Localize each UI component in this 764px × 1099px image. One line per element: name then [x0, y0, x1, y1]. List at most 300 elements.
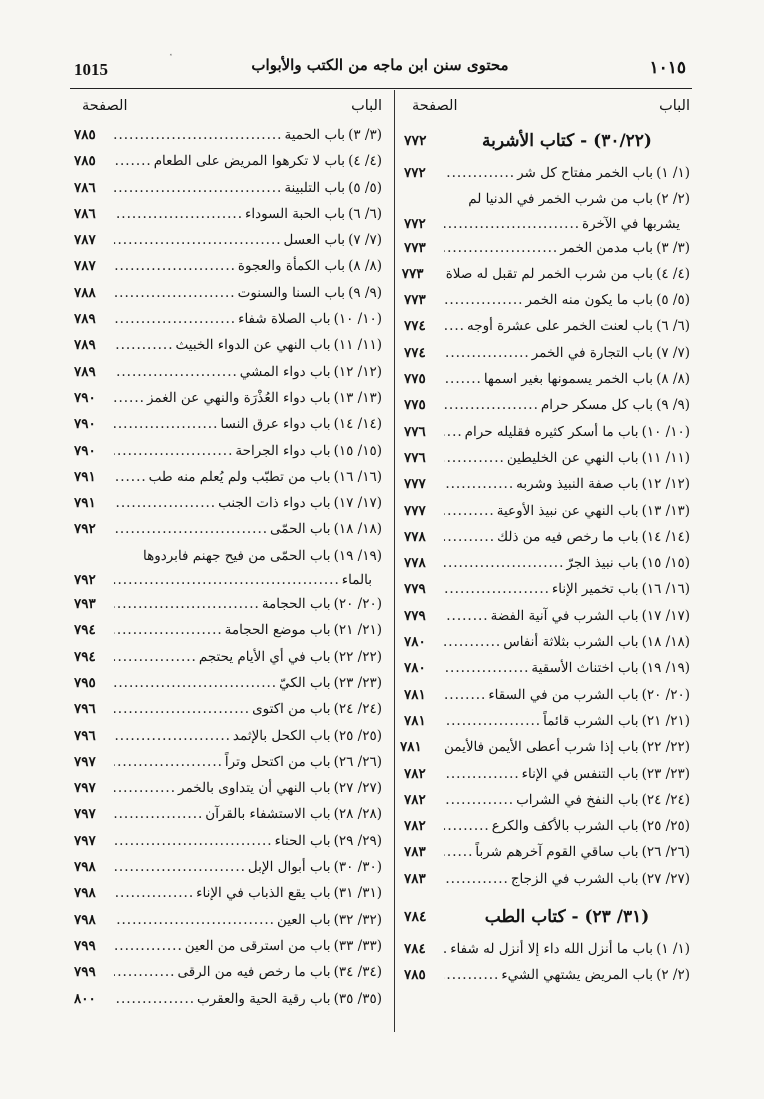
entry-number: (٥/ ٥) — [656, 292, 690, 309]
dot-leader — [444, 629, 503, 655]
toc-entry — [404, 787, 690, 813]
entry-number: (٢/ ٢) — [656, 967, 690, 984]
dot-leader — [114, 670, 279, 696]
toc-entry — [74, 122, 382, 148]
dot-leader — [114, 464, 149, 490]
book-heading — [404, 898, 690, 936]
dot-leader — [114, 359, 240, 385]
toc-entry — [74, 385, 382, 411]
entry-number: (٣/ ٣) — [348, 127, 382, 143]
page-number-arabic: ١٠١٥ — [649, 58, 686, 78]
page-number: ٧٨٤ — [404, 941, 426, 958]
toc-entry — [404, 682, 690, 708]
toc-entry — [74, 617, 382, 643]
entry-number: (٢٤/ ٢٤) — [333, 701, 382, 718]
dot-leader — [440, 734, 444, 760]
dot-leader — [114, 986, 197, 1012]
toc-entry — [74, 591, 382, 617]
column-header-page: الصفحة — [412, 98, 458, 114]
dot-leader — [444, 576, 552, 602]
dot-leader — [444, 708, 543, 734]
entry-number: (٣٥/ ٣٥) — [333, 990, 382, 1007]
entry-number: (٢٦/ ٢٦) — [641, 844, 690, 861]
entry-title: باب أبوال الإبل — [247, 859, 331, 876]
toc-entry — [404, 962, 690, 988]
dot-leader — [444, 340, 532, 366]
dot-leader — [444, 287, 525, 313]
toc-entry — [74, 490, 382, 516]
toc-entry — [404, 340, 690, 366]
page-number: ٧٨٥ — [404, 967, 426, 984]
dot-leader — [114, 801, 205, 827]
toc-entry — [404, 708, 690, 734]
entry-number: (٢٢/ ٢٢) — [333, 648, 382, 665]
page-number: ٧٨٦ — [74, 179, 96, 196]
dot-leader — [444, 839, 475, 865]
column-header-bab: الباب — [351, 98, 382, 114]
entry-title: باب الشرب قائماً — [543, 712, 639, 729]
page-number: ٧٧٧ — [404, 502, 426, 519]
dot-leader — [114, 569, 342, 591]
toc-entry — [74, 644, 382, 670]
toc-entry — [404, 366, 690, 392]
entry-number: (١١/ ١١) — [641, 449, 690, 466]
entry-title: باب النهي عن الدواء الخبيث — [175, 337, 331, 354]
page-number: ٨٠٠ — [74, 990, 96, 1007]
entry-number: (١٠/ ١٠) — [333, 311, 382, 328]
toc-entry — [404, 839, 690, 865]
entry-title: باب رقية الحية والعقرب — [197, 990, 331, 1007]
page-number: ٧٧٣ — [404, 239, 426, 256]
page-number: ٧٨٥ — [74, 153, 96, 170]
page-number: ٧٧٣ — [401, 265, 424, 282]
entry-number: (٧/ ٧) — [656, 344, 690, 361]
dot-leader — [444, 524, 497, 550]
column-divider — [394, 90, 395, 1032]
entry-title: باب التنفس في الإناء — [521, 765, 639, 782]
entry-number: (٨/ ٨) — [348, 258, 382, 275]
entry-number: (١١/ ١١) — [333, 337, 382, 354]
entry-number: (٥/ ٥) — [348, 179, 382, 196]
toc-entry — [404, 287, 690, 313]
entry-number: (١٧/ ١٧) — [333, 495, 382, 512]
entry-number: (١٥/ ١٥) — [641, 555, 690, 572]
entry-number: (٢٥/ ٢٥) — [333, 727, 382, 744]
scan-speck: ⸼ — [170, 43, 173, 56]
dot-leader — [444, 235, 560, 261]
entry-number: (٩/ ٩) — [348, 284, 382, 301]
dot-leader — [114, 306, 238, 332]
entry-title: باب التجارة في الخمر — [531, 344, 654, 361]
dot-leader — [114, 490, 218, 516]
page-number: ٧٩٨ — [74, 885, 96, 902]
entry-number: (١/ ١) — [656, 165, 690, 181]
page-number: ٧٩١ — [74, 468, 96, 485]
page-number: ٧٧٤ — [404, 344, 426, 361]
entry-title: باب السنا والسنوت — [237, 284, 346, 301]
page-number: ٧٧٦ — [404, 423, 426, 440]
entry-title: باب يقع الذباب في الإناء — [196, 885, 331, 902]
dot-leader — [444, 813, 492, 839]
entry-title: باب من اكتوى — [252, 701, 331, 718]
page-number: ٧٧٢ — [404, 215, 426, 232]
entry-title: باب نبيذ الجرّ — [566, 555, 639, 572]
entry-number: (٢٩/ ٢٩) — [333, 832, 382, 849]
entry-title: باب المريض يشتهي الشيء — [501, 967, 654, 984]
dot-leader — [442, 261, 446, 287]
toc-entry — [74, 880, 382, 906]
entries-list — [74, 122, 382, 1012]
toc-entry — [404, 392, 690, 418]
entry-title: باب إذا شرب أعطى الأيمن فالأيمن — [444, 739, 639, 756]
dot-leader — [444, 550, 566, 576]
entry-number: (١٦/ ١٦) — [641, 581, 690, 598]
entry-number: (٢٥/ ٢٥) — [641, 818, 690, 835]
entry-number: (٦/ ٦) — [348, 205, 382, 222]
entry-number: (٢١/ ٢١) — [641, 712, 690, 729]
page-number: ٧٨٢ — [404, 791, 426, 808]
entry-number: (٢٠/ ٢٠) — [333, 596, 382, 613]
entry-number: (١٨/ ١٨) — [333, 521, 382, 538]
entry-number: (١٢/ ١٢) — [333, 363, 382, 380]
page-number: ٧٩١ — [74, 495, 96, 512]
toc-entry — [74, 227, 382, 253]
toc-entry — [74, 933, 382, 959]
page-number: ٧٨١ — [400, 739, 422, 756]
column-header-bab: الباب — [659, 98, 690, 114]
page-number: ٧٩٦ — [74, 727, 96, 744]
page-number: ٧٧٣ — [404, 292, 426, 309]
entry-title: باب الشرب في الزجاج — [510, 870, 639, 887]
entry-title: باب الكمأة والعجوة — [237, 258, 346, 275]
entries-list — [400, 122, 690, 989]
toc-entry — [404, 524, 690, 550]
toc-entry — [404, 576, 690, 602]
page-number: ٧٧٢ — [404, 133, 427, 149]
page-number: ٧٩٧ — [74, 806, 96, 823]
page-number: ٧٨٥ — [74, 127, 96, 143]
left-column — [74, 96, 382, 1012]
toc-entry — [404, 866, 690, 892]
entry-title: باب مدمن الخمر — [560, 239, 654, 256]
page-number: ٧٩٦ — [74, 701, 96, 718]
entry-number: (١٤/ ١٤) — [641, 528, 690, 545]
entry-number: (٢٨/ ٢٨) — [333, 806, 382, 823]
dot-leader — [444, 445, 507, 471]
page-number: ٧٨١ — [404, 686, 426, 703]
toc-entry — [404, 603, 690, 629]
entry-number: (٩/ ٩) — [656, 397, 690, 414]
entry-number: (٣٣/ ٣٣) — [333, 937, 382, 954]
entry-number: (٢٣/ ٢٣) — [333, 674, 382, 691]
page-number: ٧٩٩ — [74, 964, 96, 981]
entry-number: (٣٤/ ٣٤) — [333, 964, 382, 981]
toc-entry — [404, 445, 690, 471]
dot-leader — [114, 201, 245, 227]
toc-entry — [401, 261, 690, 287]
dot-leader — [114, 959, 177, 985]
toc-entry — [404, 471, 690, 497]
entry-title: باب من شرب الخمر في الدنيا لم — [468, 191, 654, 208]
toc-entry — [74, 359, 382, 385]
page-number: ٧٨٣ — [404, 870, 426, 887]
entry-number: (٢٧/ ٢٧) — [333, 780, 382, 797]
entry-number: (٢٧/ ٢٧) — [641, 870, 690, 887]
toc-entry — [404, 235, 690, 261]
entry-title: باب تخمير الإناء — [551, 581, 639, 598]
dot-leader — [444, 962, 501, 988]
page-number: ٧٨٩ — [74, 363, 96, 380]
dot-leader — [114, 591, 262, 617]
entry-title: باب التلبينة — [284, 179, 346, 196]
entry-number: (٤/ ٤) — [348, 153, 382, 170]
entry-title: باب ما يكون منه الخمر — [525, 292, 654, 309]
page-number: ٧٧٢ — [404, 165, 426, 181]
entry-title: باب الكيّ — [279, 674, 331, 691]
toc-entry — [74, 723, 382, 749]
page-number: ٧٧٧ — [404, 476, 426, 493]
dot-leader — [114, 617, 225, 643]
dot-leader — [114, 438, 235, 464]
dot-leader — [444, 498, 497, 524]
dot-leader — [114, 332, 176, 358]
toc-entry — [74, 801, 382, 827]
page-number: ٧٨٠ — [404, 660, 426, 677]
toc-entry — [74, 696, 382, 722]
entry-title: باب اختناث الأسقية — [531, 660, 639, 677]
toc-entry — [74, 516, 382, 542]
entry-title: باب ما رخص فيه من ذلك — [497, 528, 639, 545]
entry-number: (٣٠/ ٣٠) — [333, 859, 382, 876]
dot-leader — [444, 313, 467, 339]
toc-entry — [74, 670, 382, 696]
entry-number: (٧/ ٧) — [348, 232, 382, 249]
entry-title: باب الشرب بالأكف والكرع — [491, 818, 639, 835]
page-number: ٧٩٥ — [74, 674, 96, 691]
page-number: ٧٨٢ — [404, 818, 426, 835]
entry-number: (٦/ ٦) — [656, 318, 690, 335]
entry-title: باب من شرب الخمر لم تقبل له صلاة — [445, 265, 654, 282]
entry-title: باب الشرب من في السقاء — [488, 686, 639, 703]
dot-leader — [444, 392, 541, 418]
entry-title: باب دواء العُذْرَة والنهي عن الغمز — [146, 389, 331, 406]
book-heading — [404, 122, 690, 160]
toc-entry — [400, 734, 690, 760]
page-number: ٧٩٠ — [74, 416, 96, 433]
toc-entry — [404, 655, 690, 681]
entry-number: (١٩/ ١٩) — [641, 660, 690, 677]
toc-entry — [404, 186, 690, 212]
dot-leader — [444, 761, 522, 787]
entry-number: (٤/ ٤) — [656, 265, 690, 282]
toc-entry — [404, 936, 690, 962]
toc-entry-continuation — [404, 213, 690, 235]
dot-leader — [114, 854, 248, 880]
page-header — [74, 52, 686, 86]
page-number: ٧٨٩ — [74, 337, 96, 354]
toc-entry — [74, 543, 382, 569]
book-title: (٣٠/٢٢) - كتاب الأشربة — [482, 131, 652, 151]
entry-number: (٣١/ ٣١) — [333, 885, 382, 902]
entry-title: باب الشرب في آنية الفضة — [490, 607, 639, 624]
dot-leader — [114, 122, 284, 148]
entry-title: باب من تطبّب ولم يُعلم منه طب — [148, 468, 331, 485]
dot-leader — [114, 644, 199, 670]
entry-number: (١٥/ ١٥) — [333, 442, 382, 459]
page-number-latin: 1015 — [74, 60, 108, 79]
entry-title: باب ساقي القوم آخرهم شرباً — [475, 844, 639, 861]
entry-title: باب كل مسكر حرام — [540, 397, 654, 414]
toc-entry — [74, 907, 382, 933]
toc-entry — [74, 959, 382, 985]
entry-title: باب العسل — [283, 232, 346, 249]
toc-entry — [74, 749, 382, 775]
entry-title: باب دواء عرق النسا — [220, 416, 331, 433]
column-header — [404, 96, 690, 122]
entry-number: (٢٤/ ٢٤) — [641, 791, 690, 808]
right-column — [400, 96, 690, 989]
entry-title: باب العين — [276, 911, 331, 928]
toc-entry-continuation — [74, 569, 382, 591]
entry-number: (٢١/ ٢١) — [333, 622, 382, 639]
dot-leader — [114, 828, 275, 854]
book-title: (٣١/ ٢٣) - كتاب الطب — [484, 907, 650, 928]
dot-leader — [444, 603, 491, 629]
page-number: ٧٩٧ — [74, 780, 96, 797]
entry-title: باب لا تكرهوا المريض على الطعام — [153, 153, 346, 170]
entry-number: (١٦/ ١٦) — [333, 468, 382, 485]
dot-leader — [114, 385, 147, 411]
entry-title: باب ما رخص فيه من الرقى — [177, 964, 331, 981]
page-number: ٧٨٧ — [74, 232, 96, 249]
dot-leader — [114, 775, 178, 801]
page-number: ٧٨٢ — [404, 765, 426, 782]
dot-leader — [444, 936, 450, 962]
dot-leader — [114, 253, 238, 279]
dot-leader — [114, 411, 220, 437]
entry-title: باب الخمر مفتاح كل شر — [517, 165, 654, 181]
toc-entry — [74, 775, 382, 801]
entry-title: باب لعنت الخمر على عشرة أوجه — [466, 318, 654, 335]
entry-title: باب الحمية — [284, 127, 346, 143]
entry-title: باب الحمّى من فيح جهنم فابردوها — [142, 547, 331, 564]
page-number: ٧٧٤ — [404, 318, 426, 335]
dot-leader — [444, 213, 582, 235]
page-title: محتوى سنن ابن ماجه من الكتب والأبواب — [251, 56, 509, 74]
toc-entry — [74, 411, 382, 437]
dot-leader — [444, 682, 488, 708]
entry-title: باب الخمر يسمونها بغير اسمها — [483, 371, 654, 388]
page-number: ٧٩٤ — [74, 648, 96, 665]
dot-leader — [114, 280, 238, 306]
page-number: ٧٨٩ — [74, 311, 96, 328]
page-number: ٧٧٩ — [404, 581, 426, 598]
page-number: ٧٧٨ — [404, 555, 426, 572]
dot-leader — [444, 655, 531, 681]
page-number: ٧٨٤ — [404, 909, 427, 926]
page-number: ٧٧٦ — [404, 449, 426, 466]
column-header-page: الصفحة — [82, 98, 128, 114]
toc-entry — [404, 498, 690, 524]
dot-leader — [444, 419, 465, 445]
entry-number: (٢٠/ ٢٠) — [641, 686, 690, 703]
page-number: ٧٨٨ — [74, 284, 96, 301]
page-number: ٧٩٧ — [74, 832, 96, 849]
toc-entry — [404, 419, 690, 445]
column-header — [74, 96, 382, 122]
entry-title: باب الكحل بالإثمد — [232, 727, 331, 744]
page-number: ٧٩٠ — [74, 389, 96, 406]
dot-leader — [444, 160, 517, 186]
toc-entry — [74, 280, 382, 306]
toc-entry — [74, 148, 382, 174]
entry-title: يشربها في الآخرة — [582, 215, 680, 232]
toc-entry — [404, 550, 690, 576]
entry-number: (٢٢/ ٢٢) — [641, 739, 690, 756]
page-number: ٧٧٥ — [404, 371, 426, 388]
entry-number: (١/ ١) — [656, 941, 690, 958]
entry-number: (١٩/ ١٩) — [333, 547, 382, 564]
dot-leader — [114, 907, 277, 933]
page-number: ٧٩٢ — [74, 572, 96, 589]
page-number: ٧٩٩ — [74, 937, 96, 954]
toc-entry — [404, 313, 690, 339]
entry-title: باب النهي عن نبيذ الأوعية — [496, 502, 639, 519]
entry-number: (٢/ ٢) — [656, 191, 690, 208]
entry-title: باب النهي عن الخليطين — [506, 449, 639, 466]
page-number: ٧٨٦ — [74, 205, 96, 222]
entry-title: باب الحمّى — [270, 521, 331, 538]
entry-title: باب من استرقى من العين — [184, 937, 331, 954]
entry-title: بالماء — [341, 572, 372, 589]
page-number: ٧٩٤ — [74, 622, 96, 639]
dot-leader — [444, 471, 516, 497]
entry-title: باب موضع الحجامة — [224, 622, 331, 639]
entry-title: باب الشرب بثلاثة أنفاس — [503, 634, 639, 651]
entry-title: باب ما أنزل الله داء إلا أنزل له شفاء — [450, 941, 654, 958]
toc-entry — [404, 160, 690, 186]
entry-title: باب ما أسكر كثيره فقليله حرام — [464, 423, 639, 440]
entry-title: باب دواء الجراحة — [235, 442, 331, 459]
entry-number: (١٢/ ١٢) — [641, 476, 690, 493]
toc-entry — [74, 253, 382, 279]
toc-entry — [74, 986, 382, 1012]
dot-leader — [114, 933, 185, 959]
entry-title: باب الحجامة — [261, 596, 331, 613]
page-number: ٧٧٨ — [404, 528, 426, 545]
entry-title: باب الصلاة شفاء — [238, 311, 331, 328]
page-number: ٧٩٢ — [74, 521, 96, 538]
entry-title: باب في أي الأيام يحتجم — [198, 648, 331, 665]
entry-number: (١٤/ ١٤) — [333, 416, 382, 433]
header-rule — [70, 88, 692, 89]
dot-leader — [114, 696, 252, 722]
entry-title: باب الاستشفاء بالقرآن — [205, 806, 331, 823]
entry-number: (٣/ ٣) — [656, 239, 690, 256]
entry-number: (٨/ ٨) — [656, 371, 690, 388]
entry-title: باب الحناء — [274, 832, 331, 849]
entry-title: باب النفخ في الشراب — [516, 791, 639, 808]
dot-leader — [114, 516, 270, 542]
entry-number: (٢٣/ ٢٣) — [641, 765, 690, 782]
dot-leader — [444, 787, 516, 813]
entry-title: باب صفة النبيذ وشربه — [516, 476, 639, 493]
toc-entry — [74, 854, 382, 880]
page-number: ٧٩٨ — [74, 911, 96, 928]
toc-entry — [74, 306, 382, 332]
entry-number: (١٠/ ١٠) — [641, 423, 690, 440]
entry-title: باب النهي أن يتداوى بالخمر — [178, 780, 331, 797]
